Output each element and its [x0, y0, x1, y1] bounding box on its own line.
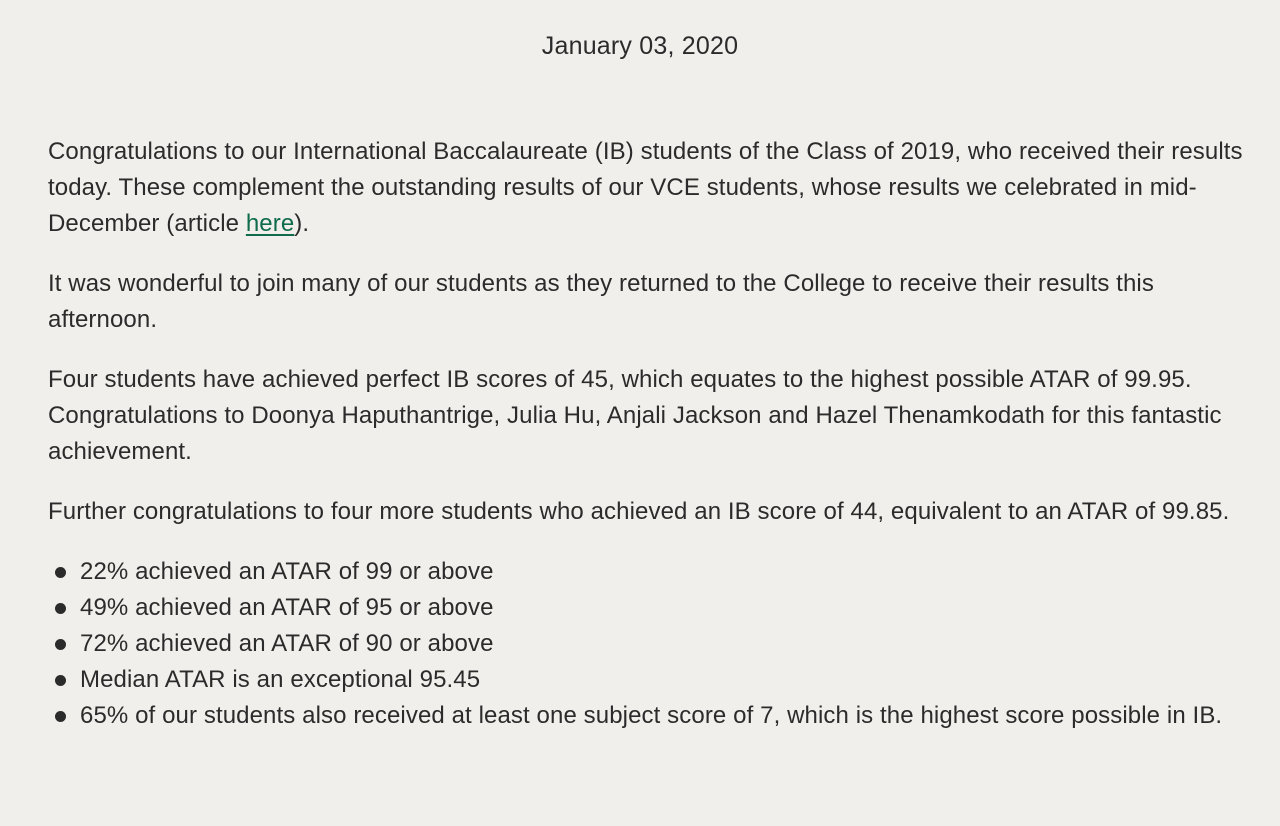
results-stats-list	[48, 554, 1258, 734]
perfect-scores-paragraph: Four students have achieved perfect IB scores of 45, which equates to the highest possible ATAR of 99.95. Congratulations to Doonya Haputhantrige, Julia Hu, Anjali Jackson and Hazel Thenamkodath for this fantastic achievement.	[48, 366, 1222, 465]
intro-paragraph	[48, 134, 1258, 242]
list-item: 22% achieved an ATAR of 99 or above	[48, 554, 1258, 590]
article-body	[48, 134, 1258, 734]
students-returned-paragraph: It was wonderful to join many of our students as they returned to the College to receive their results this afternoon.	[48, 270, 1154, 333]
list-item: 65% of our students also received at least one subject score of 7, which is the highest score possible in IB.	[48, 698, 1258, 734]
list-item: Median ATAR is an exceptional 95.45	[48, 662, 1258, 698]
intro-text-before-link: Congratulations to our International Baccalaureate (IB) students of the Class of 2019, who received their results today. These complement the outstanding results of our VCE students, whose results we celebrated in mid-December (article	[48, 138, 1243, 237]
intro-text-after-link: ).	[294, 210, 310, 237]
list-item: 49% achieved an ATAR of 95 or above	[48, 590, 1258, 626]
further-congratulations-paragraph: Further congratulations to four more students who achieved an IB score of 44, equivalent to an ATAR of 99.85.	[48, 498, 1230, 525]
article-here-link[interactable]: here	[245, 210, 295, 237]
article-date: January 03, 2020	[541, 32, 739, 60]
list-item: 72% achieved an ATAR of 90 or above	[48, 626, 1258, 662]
